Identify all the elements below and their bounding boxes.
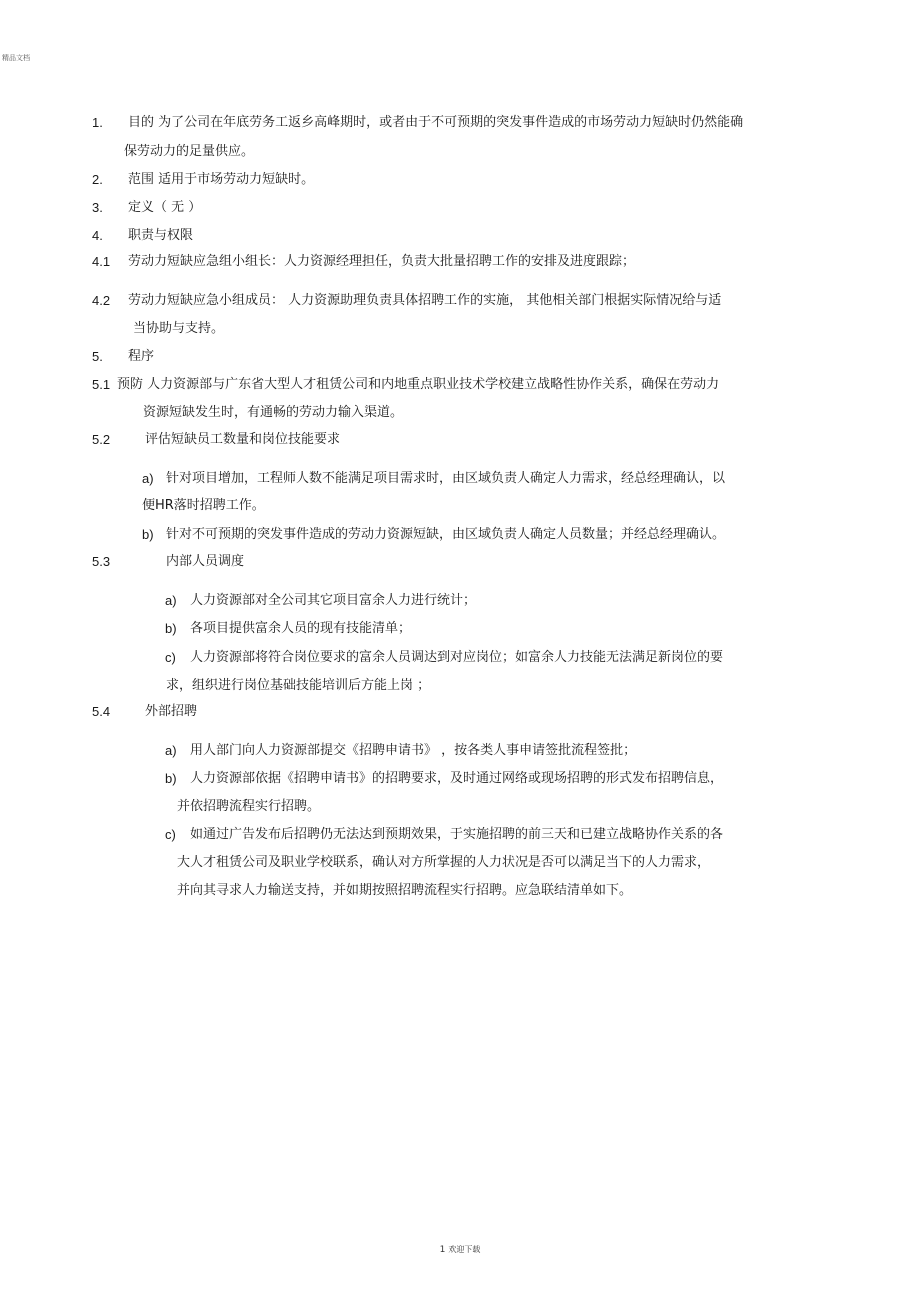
item-text: 人力资源部对全公司其它项目富余人力进行统计； [190, 593, 477, 608]
item-number: b) [142, 527, 154, 542]
item-number: a) [165, 593, 177, 608]
item-text: 针对项目增加，工程师人数不能满足项目需求时，由区域负责人确定人力需求，经总经理确认，以 [166, 471, 726, 486]
item-text: 内部人员调度 [166, 554, 245, 569]
item-text: 外部招聘 [145, 704, 198, 719]
item-text: 各项目提供富余人员的现有技能清单； [190, 621, 412, 636]
item-continuation: 求，组织进行岗位基础技能培训后方能上岗 ； [166, 678, 431, 693]
item-text: 定义（ 无 ） [128, 200, 202, 215]
item-text: 预防 人力资源部与广东省大型人才租赁公司和内地重点职业技术学校建立战略性协作关系，确保在劳动力 [117, 377, 720, 392]
item-text: 职责与权限 [128, 228, 194, 243]
item-number: 4.2 [92, 293, 111, 308]
item-text: 评估短缺员工数量和岗位技能要求 [145, 432, 341, 447]
item-number: 5.1 [92, 377, 111, 392]
item-number: 5.4 [92, 704, 111, 719]
item-number: 2. [92, 172, 103, 187]
item-continuation: 保劳动力的足量供应。 [124, 144, 255, 159]
item-number: 5.2 [92, 432, 111, 447]
item-text: 程序 [128, 349, 155, 364]
item-continuation: 大人才租赁公司及职业学校联系，确认对方所掌握的人力状况是否可以满足当下的人力需求， [177, 855, 711, 870]
item-number: 5. [92, 349, 103, 364]
footer-text: 欢迎下载 [448, 1245, 481, 1254]
page-number: 1 [439, 1245, 446, 1255]
item-text: 针对不可预期的突发事件造成的劳动力资源短缺，由区域负责人确定人员数量；并经总经理确认。 [166, 527, 726, 542]
item-continuation: 并向其寻求人力输送支持，并如期按照招聘流程实行招聘。应急联结清单如下。 [177, 883, 633, 898]
item-continuation: 资源短缺发生时，有通畅的劳动力输入渠道。 [143, 405, 404, 420]
page-footer [0, 1244, 920, 1255]
item-number: c) [165, 827, 176, 842]
item-number: b) [165, 621, 177, 636]
item-continuation: 便HR落时招聘工作。 [142, 498, 265, 513]
item-number: 4. [92, 228, 103, 243]
item-text: 如通过广告发布后招聘仍无法达到预期效果，于实施招聘的前三天和已建立战略协作关系的各 [190, 827, 724, 842]
item-continuation: 当协助与支持。 [133, 321, 225, 336]
item-text: 劳动力短缺应急组小组长：人力资源经理担任，负责大批量招聘工作的安排及进度跟踪； [128, 254, 636, 269]
item-number: 3. [92, 200, 103, 215]
item-text: 人力资源部将符合岗位要求的富余人员调达到对应岗位；如富余人力技能无法满足新岗位的要 [190, 650, 724, 665]
item-number: a) [165, 743, 177, 758]
item-text: 人力资源部依据《招聘申请书》的招聘要求，及时通过网络或现场招聘的形式发布招聘信息， [190, 771, 724, 786]
item-number: b) [165, 771, 177, 786]
item-number: a) [142, 471, 154, 486]
item-number: 5.3 [92, 554, 111, 569]
item-text: 劳动力短缺应急小组成员： 人力资源助理负责具体招聘工作的实施， 其他相关部门根据实际情况给与适 [128, 293, 722, 308]
item-number: c) [165, 650, 176, 665]
header-watermark: 精品文档 [2, 54, 30, 62]
item-text: 范围 适用于市场劳动力短缺时。 [128, 172, 315, 187]
item-text: 目的 为了公司在年底劳务工返乡高峰期时，或者由于不可预期的突发事件造成的市场劳动力短缺时仍然能确 [128, 115, 744, 130]
item-number: 4.1 [92, 254, 111, 269]
item-continuation: 并依招聘流程实行招聘。 [177, 799, 321, 814]
item-text: 用人部门向人力资源部提交《招聘申请书》 ，按各类人事申请签批流程签批； [190, 743, 637, 758]
item-number: 1. [92, 115, 103, 130]
